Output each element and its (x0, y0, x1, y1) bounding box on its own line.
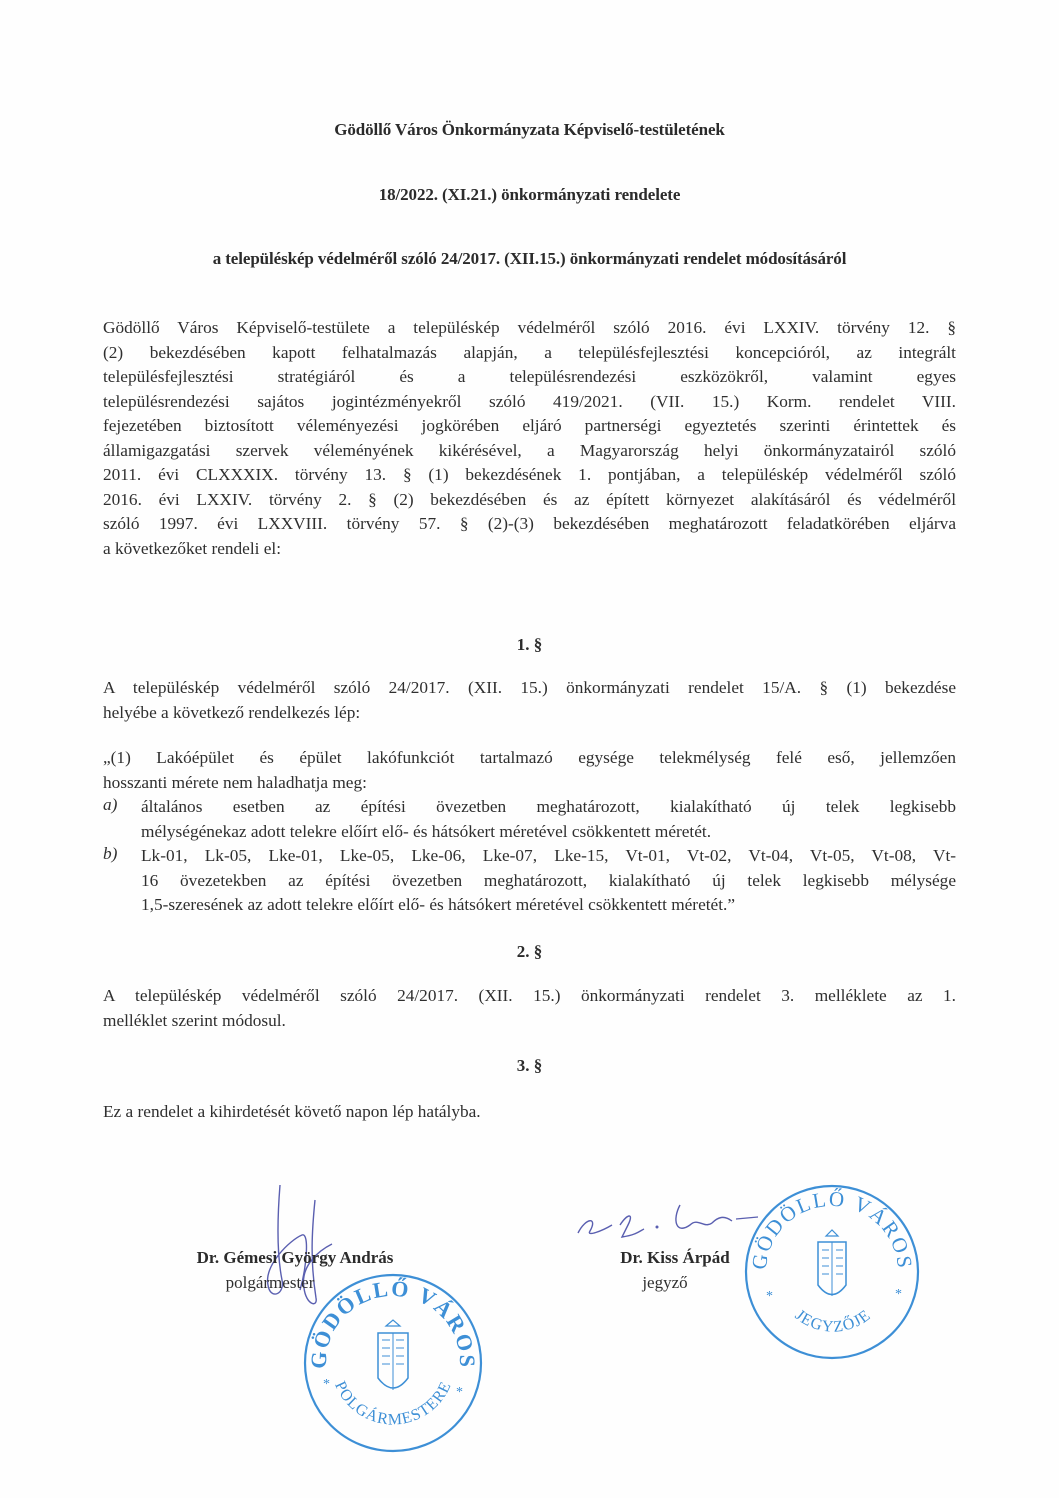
decree-subject-heading: a településkép védelméről szóló 24/2017. (XII.15.) önkormányzati rendelet módosításáról (212, 249, 847, 268)
preamble-line: (2) bekezdésében kapott felhatalmazás alapján, a településfejlesztési koncepcióról, az integrált (103, 342, 956, 362)
coat-of-arms-icon (378, 1320, 408, 1390)
section-line: helyébe a következő rendelkezés lép: (103, 702, 361, 722)
coat-of-arms-icon (818, 1230, 846, 1296)
item-line: 16 övezetekben az építési övezetben meghatározott, kialakítható új telek legkisebb mélysége (141, 870, 956, 890)
section-1-intro (103, 676, 956, 725)
preamble-line: fejezetében biztosított véleményezési jogkörében eljáró partnerségi egyeztetés szerinti érintettek és (103, 416, 956, 435)
item-line: 1,5-szeresének az adott telekre előírt elő- és hátsókert méretével csökkentett méretét.” (141, 895, 736, 914)
svg-text:GÖDÖLLŐ VÁROS: GÖDÖLLŐ VÁROS (305, 1275, 481, 1370)
item-line: Lk-01, Lk-05, Lke-01, Lke-05, Lke-06, Lke-07, Lke-15, Vt-01, Vt-02, Vt-04, Vt-05, Vt-08, Vt- (141, 846, 956, 865)
section-2-body (103, 984, 956, 1033)
notary-role: jegyző (642, 1273, 688, 1292)
preamble-line: Gödöllő Város Képviselő-testülete a településkép védelméről szóló 2016. évi LXXIV. törvény 12. § (103, 318, 956, 337)
mayor-name: Dr. Gémesi György András (196, 1248, 394, 1267)
item-line: általános esetben az építési övezetben meghatározott, kialakítható új telek legkisebb (141, 797, 956, 816)
section-2-label: 2. § (516, 942, 543, 961)
preamble-line: a következőket rendeli el: (103, 538, 282, 558)
section-line: A településkép védelméről szóló 24/2017. (XII. 15.) önkormányzati rendelet 15/A. § (1) bekezdése (103, 678, 956, 697)
section-3-body (103, 1100, 956, 1125)
section-line: melléklet szerint módosul. (103, 1010, 286, 1030)
preamble-line: településrendezési sajátos jogintézményekről szóló 419/2021. (VII. 15.) Korm. rendelet VIII. (103, 391, 956, 411)
notary-official-stamp (740, 1180, 925, 1365)
mayor-role: polgármester (225, 1273, 315, 1292)
preamble-line: településfejlesztési stratégiáról és a településrendezési eszközökről, valamint egyes (103, 367, 956, 386)
section-line: Ez a rendelet a kihirdetését követő napon lép hatályba. (103, 1102, 481, 1121)
section-line: A településkép védelméről szóló 24/2017. (XII. 15.) önkormányzati rendelet 3. melléklete az 1. (103, 986, 956, 1005)
quote-line: „(1) Lakóépület és épület lakófunkciót tartalmazó egysége telekmélység felé eső, jellemzően (103, 748, 956, 767)
preamble (103, 316, 956, 561)
svg-text:*: * (323, 1377, 330, 1392)
svg-text:GÖDÖLLŐ VÁROS: GÖDÖLLŐ VÁROS (746, 1186, 918, 1272)
svg-text:*: * (766, 1289, 773, 1304)
preamble-line: 2016. évi LXXIV. törvény 2. § (2) bekezdésében és az épített környezet alakításáról és védelméről (103, 489, 956, 509)
svg-text:POLGÁRMESTERE: POLGÁRMESTERE (331, 1378, 455, 1429)
section-3-label: 3. § (516, 1056, 543, 1075)
section-1-quote (103, 746, 956, 795)
council-heading: Gödöllő Város Önkormányzata Képviselő-testületének (334, 120, 725, 139)
quote-line: hosszanti mérete nem haladhatja meg: (103, 772, 367, 792)
item-a (141, 795, 956, 844)
notary-name: Dr. Kiss Árpád (620, 1248, 730, 1267)
preamble-line: államigazgatási szervek véleményének kikérésével, a Magyarország helyi önkormányzatairól szóló (103, 440, 956, 460)
preamble-line: szóló 1997. évi LXXVIII. törvény 57. § (2)-(3) bekezdésében meghatározott feladatkörében eljárva (103, 514, 956, 533)
svg-text:*: * (895, 1287, 902, 1302)
svg-text:*: * (456, 1385, 463, 1400)
item-b-label: b) (103, 844, 118, 863)
item-a-label: a) (103, 795, 118, 814)
decree-number-heading: 18/2022. (XI.21.) önkormányzati rendelete (378, 185, 681, 204)
notary-handwritten-signature (572, 1195, 762, 1245)
mayor-official-stamp (298, 1268, 488, 1458)
svg-text:JEGYZŐJE: JEGYZŐJE (791, 1306, 875, 1336)
item-line: mélységénekaz adott telekre előírt elő- és hátsókert méretével csökkentett méretét. (141, 821, 712, 841)
section-1-label: 1. § (516, 635, 543, 654)
item-b (141, 844, 956, 918)
preamble-line: 2011. évi CLXXXIX. törvény 13. § (1) bekezdésének 1. pontjában, a településkép védelméről szóló (103, 465, 956, 484)
